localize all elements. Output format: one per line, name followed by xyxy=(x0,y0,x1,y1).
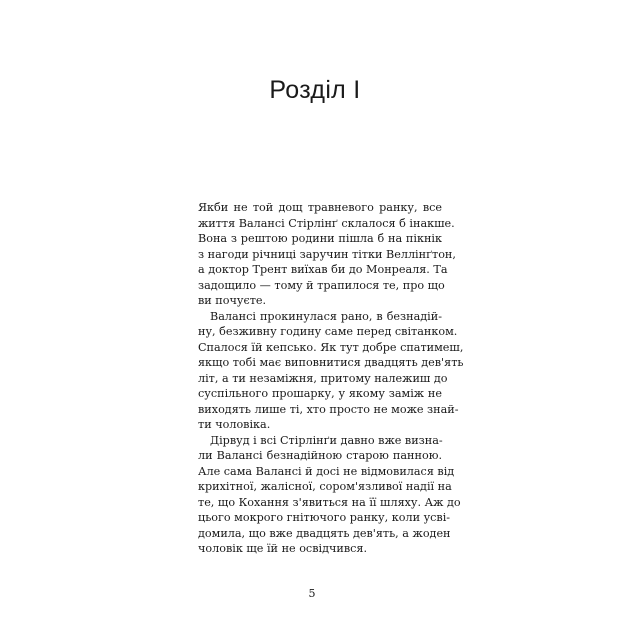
text-line: Але сама Валансі й досі не відмовилася від xyxy=(198,464,455,478)
text-line: з нагоди річниці заручин тітки Веллінґтон, xyxy=(198,247,456,261)
text-line: Спалося їй кепсько. Як тут добре спатимеш, xyxy=(198,340,464,354)
text-line: домила, що вже двадцять дев'ять, а жоден xyxy=(198,526,451,540)
text-line: якщо тобі має виповнитися двадцять дев'ять xyxy=(198,356,464,369)
text-line: крихітної, жалісної, сором'язливої надії на xyxy=(198,480,452,493)
text-line: те, що Кохання з'явиться на її шляху. Аж до xyxy=(198,495,461,509)
text-line: ви почуєте. xyxy=(198,294,267,307)
text-line: життя Валансі Стірлінґ склалося б інакше. xyxy=(198,216,455,230)
text-line: ли Валансі безнадійною старою панною. xyxy=(198,449,442,462)
text-line: виходять лише ті, хто просто не може знай- xyxy=(198,402,459,416)
text-line: задощило — тому й трапилося те, про що xyxy=(198,278,445,292)
text-line: цього мокрого гнітючого ранку, коли усві- xyxy=(198,511,451,524)
text-line: ти чоловіка. xyxy=(198,418,271,431)
paragraph xyxy=(198,433,461,557)
text-line: ну, безживну годину саме перед світанком. xyxy=(198,325,458,338)
chapter-title: Розділ I xyxy=(269,76,361,104)
text-line: а доктор Трент виїхав би до Монреаля. Та xyxy=(198,263,448,276)
text-line: Якби не той дощ травневого ранку, все xyxy=(198,201,442,214)
text-line: Вона з рештою родини пішла б на пікнік xyxy=(198,232,442,245)
text-line: Дірвуд і всі Стірлінґи давно вже визна- xyxy=(210,433,443,447)
page-number: 5 xyxy=(308,587,316,600)
text-line: суспільного прошарку, у якому заміж не xyxy=(198,387,442,400)
text-line: Валансі прокинулася рано, в безнадій- xyxy=(210,309,442,323)
chapter-body xyxy=(198,200,464,557)
text-line: літ, а ти незаміжня, притому належиш до xyxy=(198,371,448,385)
paragraph xyxy=(198,309,464,433)
text-line: чоловік ще їй не освідчився. xyxy=(198,542,367,555)
paragraph xyxy=(198,200,456,309)
